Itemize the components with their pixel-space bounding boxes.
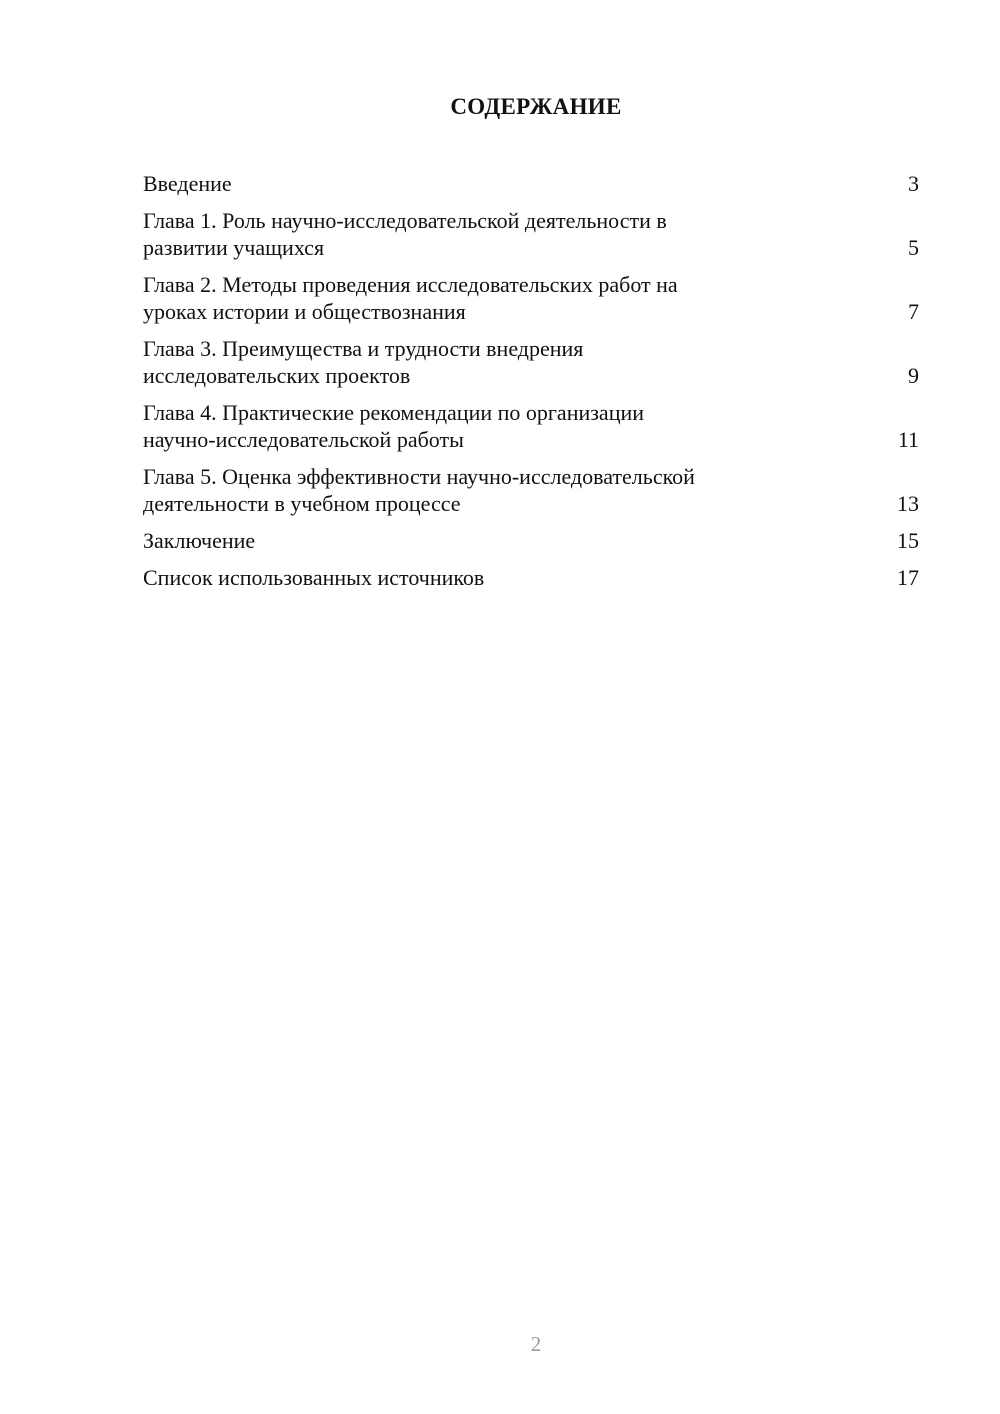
toc-entry-page-number: 5 (908, 235, 919, 260)
toc-entry-references[interactable] (143, 564, 919, 591)
toc-entry-page-number: 15 (897, 528, 919, 553)
toc-entry-line: уроках истории и обществознания (143, 299, 466, 324)
toc-entry-page-number: 3 (908, 171, 919, 196)
page-title: СОДЕРЖАНИЕ (450, 94, 622, 119)
toc-entry-line: Глава 4. Практические рекомендации по организации (143, 400, 645, 425)
toc-entry-text (143, 463, 919, 517)
toc-entry-text (143, 527, 919, 554)
toc-entry-text (143, 170, 919, 197)
toc-entry-line: Введение (143, 171, 232, 196)
toc-entry-line: Глава 3. Преимущества и трудности внедрения (143, 336, 584, 361)
toc-entry-chapter-1[interactable] (143, 207, 919, 261)
toc-entry-chapter-5[interactable] (143, 463, 919, 517)
toc-entry-line: научно-исследовательской работы (143, 427, 464, 452)
toc-entry-line: Заключение (143, 528, 256, 553)
toc-entry-introduction[interactable] (143, 170, 919, 197)
toc-entry-line: Список использованных источников (143, 565, 485, 590)
toc-entry-line: исследовательских проектов (143, 363, 411, 388)
toc-entry-chapter-2[interactable] (143, 271, 919, 325)
toc-entry-line: деятельности в учебном процессе (143, 491, 461, 516)
toc-entry-text (143, 207, 919, 261)
toc-entry-chapter-3[interactable] (143, 335, 919, 389)
toc-entry-line: Глава 5. Оценка эффективности научно-исследовательской (143, 464, 695, 489)
toc-entry-page-number: 9 (908, 363, 919, 388)
toc-entry-page-number: 17 (897, 565, 919, 590)
toc-entry-page-number: 13 (897, 491, 919, 516)
toc-entry-text (143, 335, 919, 389)
toc-entry-text (143, 271, 919, 325)
toc-entry-chapter-4[interactable] (143, 399, 919, 453)
toc-entry-line: Глава 1. Роль научно-исследовательской деятельности в (143, 208, 667, 233)
toc-entry-text (143, 399, 919, 453)
toc-entry-text (143, 564, 919, 591)
toc-entry-line: развитии учащихся (143, 235, 325, 260)
toc-entry-conclusion[interactable] (143, 527, 919, 554)
toc-entry-page-number: 7 (908, 299, 919, 324)
page-number: 2 (530, 1332, 542, 1356)
toc-entry-line: Глава 2. Методы проведения исследовательских работ на (143, 272, 678, 297)
toc-entry-page-number: 11 (897, 427, 919, 452)
table-of-contents (143, 170, 919, 601)
